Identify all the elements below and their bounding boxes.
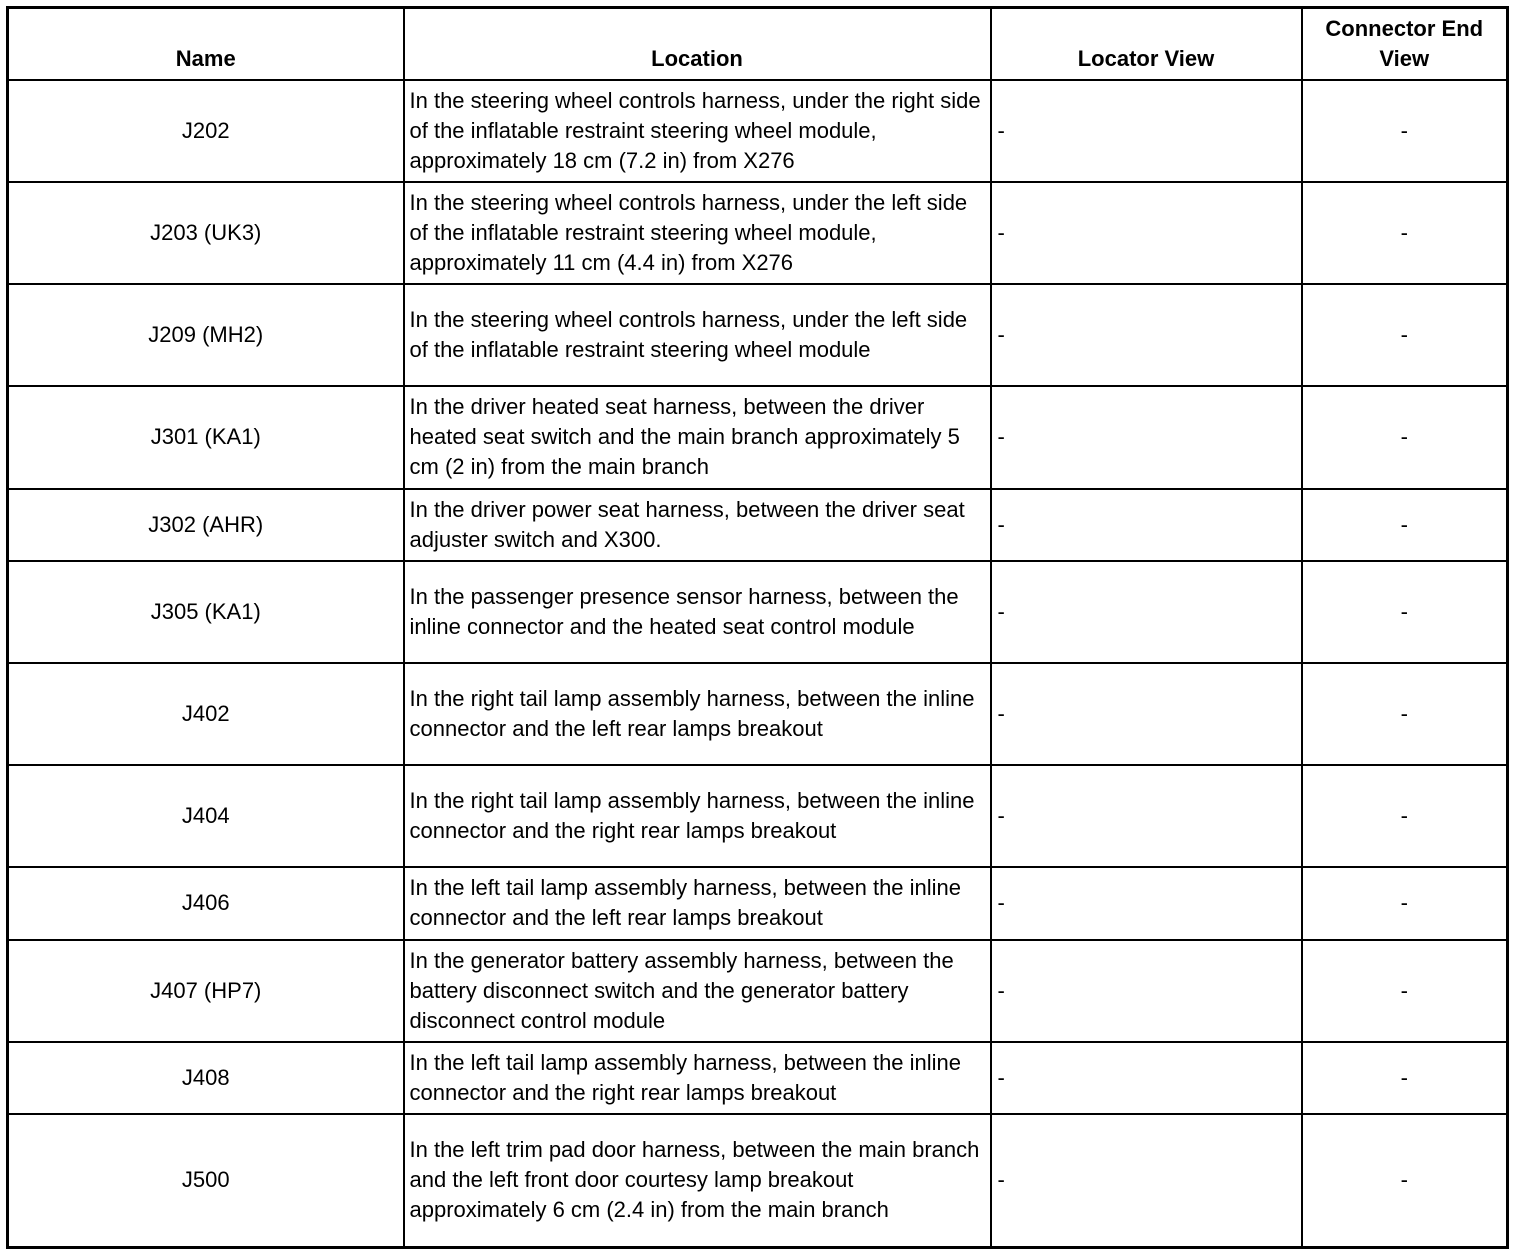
table-row bbox=[8, 80, 1508, 182]
cell-location: In the left tail lamp assembly harness, between the inline connector and the right rear lamps breakout bbox=[404, 1042, 991, 1114]
header-connector-end-view: Connector End View bbox=[1302, 8, 1508, 80]
table-row bbox=[8, 663, 1508, 765]
cell-location: In the steering wheel controls harness, under the left side of the inflatable restraint steering wheel module bbox=[404, 284, 991, 386]
cell-name: J302 (AHR) bbox=[8, 489, 404, 561]
cell-connector-end-view: - bbox=[1302, 663, 1508, 765]
cell-connector-end-view: - bbox=[1302, 1042, 1508, 1114]
table-row bbox=[8, 561, 1508, 663]
table-row bbox=[8, 1114, 1508, 1248]
cell-locator-view: - bbox=[991, 386, 1302, 489]
cell-connector-end-view: - bbox=[1302, 386, 1508, 489]
cell-connector-end-view: - bbox=[1302, 284, 1508, 386]
table-row bbox=[8, 284, 1508, 386]
cell-connector-end-view: - bbox=[1302, 561, 1508, 663]
cell-name: J402 bbox=[8, 663, 404, 765]
table-row bbox=[8, 867, 1508, 940]
cell-location: In the right tail lamp assembly harness, between the inline connector and the left rear lamps breakout bbox=[404, 663, 991, 765]
header-location: Location bbox=[404, 8, 991, 80]
cell-name: J406 bbox=[8, 867, 404, 940]
table-header-row bbox=[8, 8, 1508, 80]
cell-location: In the steering wheel controls harness, under the right side of the inflatable restraint steering wheel module, approximately 18 cm (7.2 in) from X276 bbox=[404, 80, 991, 182]
cell-name: J209 (MH2) bbox=[8, 284, 404, 386]
cell-location: In the driver power seat harness, between the driver seat adjuster switch and X300. bbox=[404, 489, 991, 561]
table-row bbox=[8, 386, 1508, 489]
cell-name: J500 bbox=[8, 1114, 404, 1248]
cell-connector-end-view: - bbox=[1302, 1114, 1508, 1248]
cell-locator-view: - bbox=[991, 867, 1302, 940]
table-row bbox=[8, 940, 1508, 1042]
table-row bbox=[8, 182, 1508, 284]
cell-connector-end-view: - bbox=[1302, 80, 1508, 182]
cell-location: In the right tail lamp assembly harness, between the inline connector and the right rear lamps breakout bbox=[404, 765, 991, 867]
cell-locator-view: - bbox=[991, 663, 1302, 765]
cell-connector-end-view: - bbox=[1302, 765, 1508, 867]
table-row bbox=[8, 489, 1508, 561]
cell-name: J407 (HP7) bbox=[8, 940, 404, 1042]
cell-location: In the steering wheel controls harness, under the left side of the inflatable restraint steering wheel module, approximately 11 cm (4.4 in) from X276 bbox=[404, 182, 991, 284]
connector-location-table bbox=[6, 6, 1509, 1249]
cell-locator-view: - bbox=[991, 80, 1302, 182]
table-row bbox=[8, 765, 1508, 867]
cell-locator-view: - bbox=[991, 284, 1302, 386]
cell-name: J202 bbox=[8, 80, 404, 182]
cell-name: J408 bbox=[8, 1042, 404, 1114]
cell-location: In the left trim pad door harness, between the main branch and the left front door courtesy lamp breakout approximately 6 cm (2.4 in) from the main branch bbox=[404, 1114, 991, 1248]
cell-connector-end-view: - bbox=[1302, 867, 1508, 940]
cell-name: J203 (UK3) bbox=[8, 182, 404, 284]
cell-locator-view: - bbox=[991, 182, 1302, 284]
cell-locator-view: - bbox=[991, 489, 1302, 561]
header-locator-view: Locator View bbox=[991, 8, 1302, 80]
cell-location: In the driver heated seat harness, between the driver heated seat switch and the main branch approximately 5 cm (2 in) from the main branch bbox=[404, 386, 991, 489]
cell-locator-view: - bbox=[991, 561, 1302, 663]
cell-locator-view: - bbox=[991, 940, 1302, 1042]
header-name: Name bbox=[8, 8, 404, 80]
table-row bbox=[8, 1042, 1508, 1114]
cell-connector-end-view: - bbox=[1302, 489, 1508, 561]
cell-name: J301 (KA1) bbox=[8, 386, 404, 489]
cell-locator-view: - bbox=[991, 1042, 1302, 1114]
cell-connector-end-view: - bbox=[1302, 940, 1508, 1042]
cell-location: In the passenger presence sensor harness, between the inline connector and the heated seat control module bbox=[404, 561, 991, 663]
cell-location: In the generator battery assembly harness, between the battery disconnect switch and the generator battery disconnect control module bbox=[404, 940, 991, 1042]
cell-locator-view: - bbox=[991, 765, 1302, 867]
cell-locator-view: - bbox=[991, 1114, 1302, 1248]
cell-connector-end-view: - bbox=[1302, 182, 1508, 284]
cell-name: J305 (KA1) bbox=[8, 561, 404, 663]
cell-location: In the left tail lamp assembly harness, between the inline connector and the left rear lamps breakout bbox=[404, 867, 991, 940]
cell-name: J404 bbox=[8, 765, 404, 867]
